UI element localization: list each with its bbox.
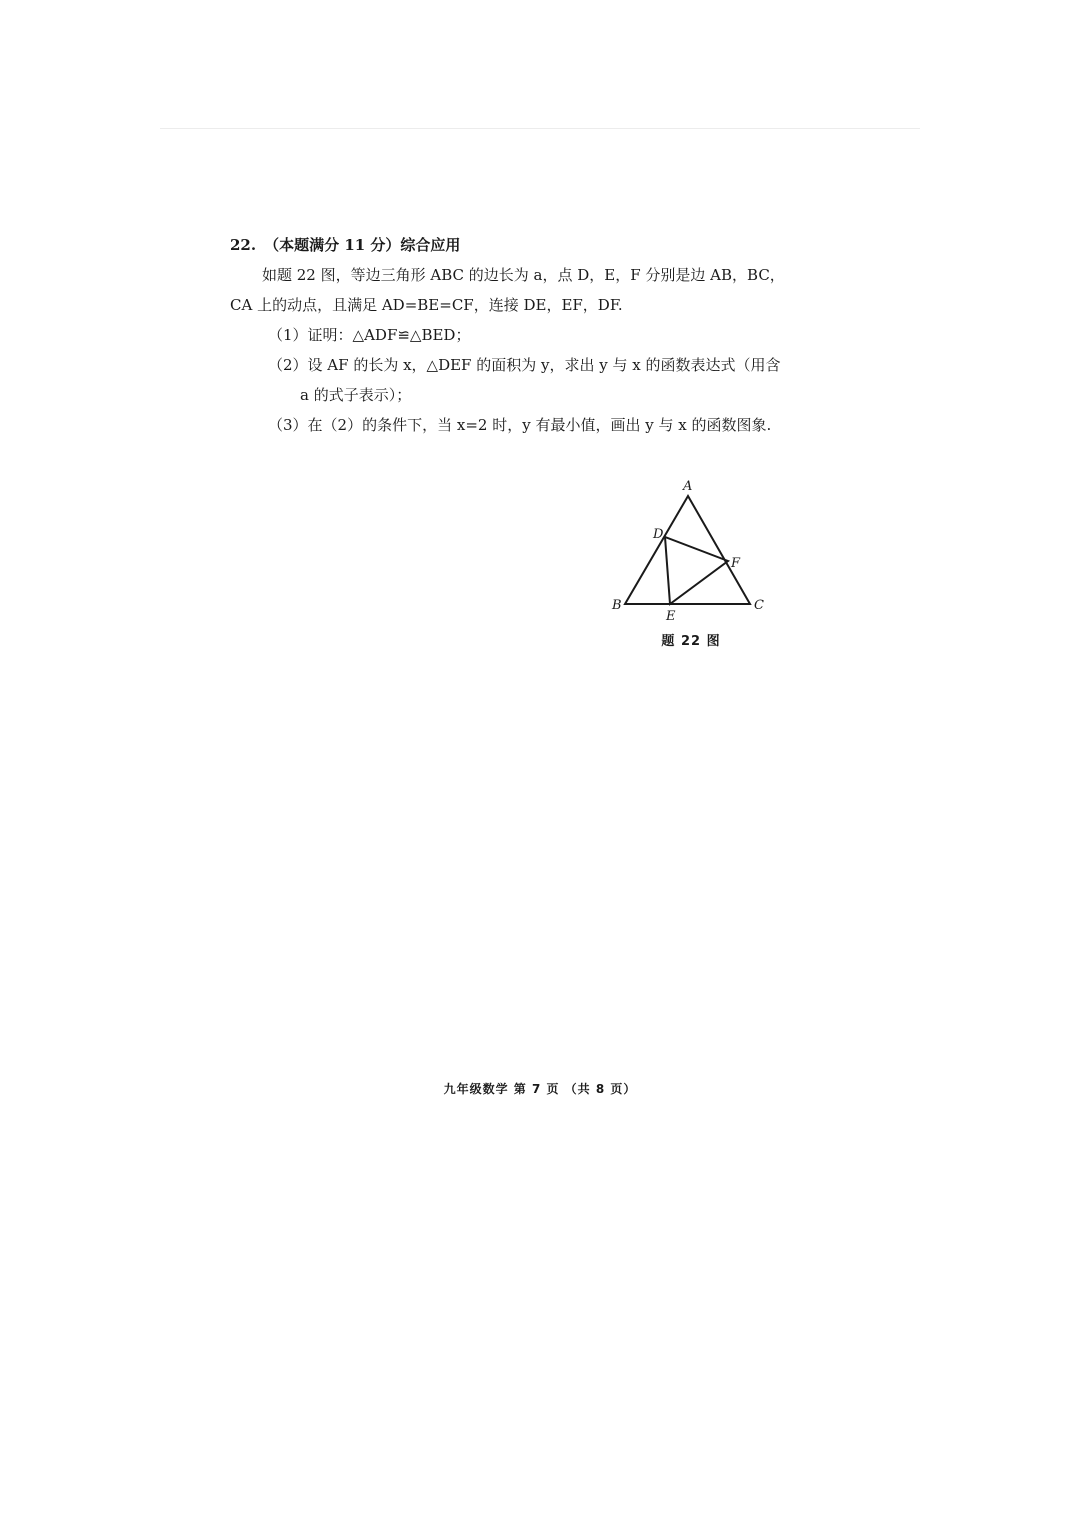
label-d: D <box>653 527 664 542</box>
triangle-diagram <box>606 476 776 626</box>
question-part2-line2: a 的式子表示）； <box>300 386 412 404</box>
label-b: B <box>612 598 622 613</box>
question-stem-line2: CA 上的动点，且满足 AD=BE=CF，连接 DE，EF，DF. <box>230 296 623 314</box>
triangle-def <box>665 537 728 604</box>
label-c: C <box>754 598 764 613</box>
question-meta: （本题满分 11 分）综合应用 <box>264 236 461 254</box>
question-22 <box>230 230 810 440</box>
page-top-rule <box>160 128 920 129</box>
question-part3: （3）在（2）的条件下，当 x=2 时，y 有最小值，画出 y 与 x 的函数图象. <box>268 416 772 434</box>
question-number: 22. <box>230 236 257 254</box>
question-part2-line1: （2）设 AF 的长为 x，△DEF 的面积为 y，求出 y 与 x 的函数表达式（用含 <box>268 356 781 374</box>
page-footer: 九年级数学 第 7 页 （共 8 页） <box>443 1082 637 1096</box>
triangle-abc <box>625 496 750 604</box>
figure-caption: 题 22 图 <box>661 634 721 649</box>
label-e: E <box>666 609 676 624</box>
question-header <box>230 230 810 260</box>
triangle-figure <box>606 476 776 656</box>
question-stem-line1: 如题 22 图，等边三角形 ABC 的边长为 a，点 D，E，F 分别是边 AB，BC， <box>262 266 785 284</box>
label-f: F <box>731 556 741 571</box>
question-part1: （1）证明：△ADF≌△BED； <box>268 326 471 344</box>
label-a: A <box>683 479 693 494</box>
